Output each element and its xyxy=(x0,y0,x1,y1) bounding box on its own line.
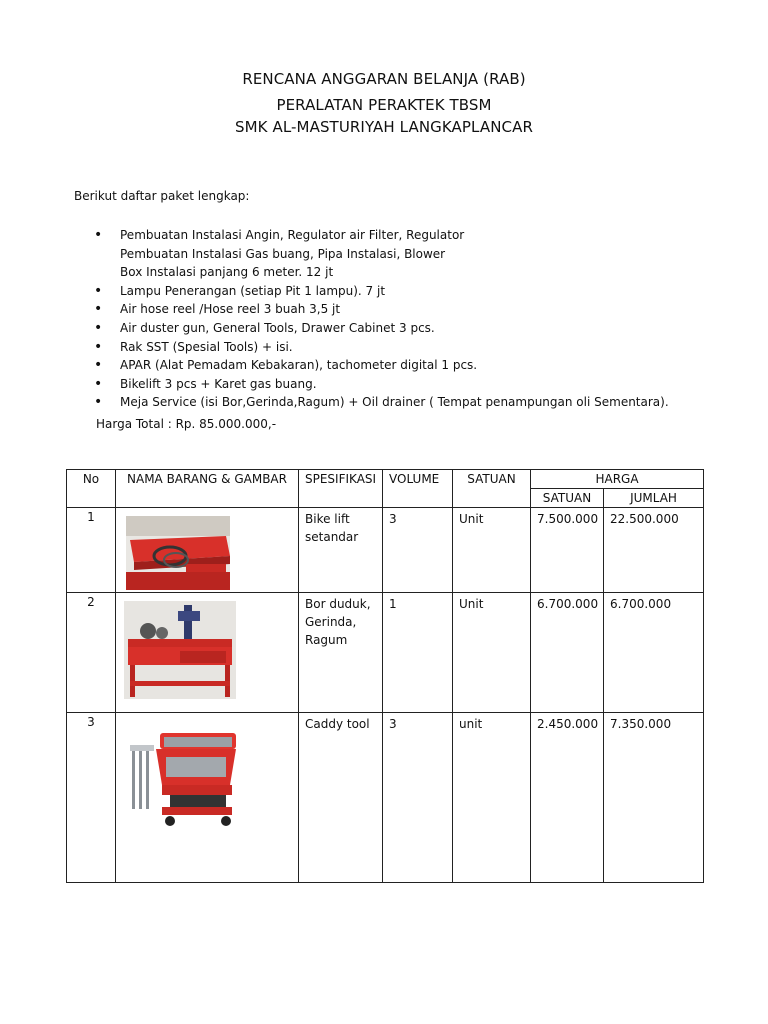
table-row xyxy=(67,713,704,883)
header-no: No xyxy=(67,470,116,508)
caddy-tool-image xyxy=(126,723,244,833)
row-satuan: Unit xyxy=(453,593,531,713)
row-no: 2 xyxy=(67,593,116,713)
list-item: • Pembuatan Instalasi Angin, Regulator air Filter, Regulator Pembuatan Instalasi Gas buang, Pipa Instalasi, Blower Box Instalasi panjang 6 meter. 12 jt xyxy=(94,226,714,282)
item-image-cell xyxy=(116,713,299,883)
header-nama: NAMA BARANG & GAMBAR xyxy=(116,470,299,508)
row-satuan: unit xyxy=(453,713,531,883)
item-image-cell xyxy=(116,593,299,713)
row-volume: 1 xyxy=(383,593,453,713)
row-jumlah: 7.350.000 xyxy=(604,713,704,883)
intro-text: Berikut daftar paket lengkap: xyxy=(74,189,250,203)
workbench-image xyxy=(124,601,236,699)
row-no: 3 xyxy=(67,713,116,883)
item-image-cell xyxy=(116,508,299,593)
list-item: • Lampu Penerangan (setiap Pit 1 lampu). 7 jt xyxy=(94,282,714,301)
header-harga-satuan: SATUAN xyxy=(531,489,604,508)
table-row xyxy=(67,508,704,593)
list-item: • Bikelift 3 pcs + Karet gas buang. xyxy=(94,375,714,394)
document-title: RENCANA ANGGARAN BELANJA (RAB) xyxy=(242,70,526,88)
bike-lift-image xyxy=(126,516,230,590)
row-harga-satuan: 2.450.000 xyxy=(531,713,604,883)
row-jumlah: 6.700.000 xyxy=(604,593,704,713)
budget-table xyxy=(66,469,704,883)
list-item: • Rak SST (Spesial Tools) + isi. xyxy=(94,338,714,357)
table-header-row xyxy=(67,470,704,489)
row-spesifikasi: Caddy tool xyxy=(299,713,383,883)
price-total: Harga Total : Rp. 85.000.000,- xyxy=(96,417,277,431)
row-volume: 3 xyxy=(383,508,453,593)
row-no: 1 xyxy=(67,508,116,593)
table-row xyxy=(67,593,704,713)
header-harga-jumlah: JUMLAH xyxy=(604,489,704,508)
list-item: • Meja Service (isi Bor,Gerinda,Ragum) + Oil drainer ( Tempat penampungan oli Sementara). xyxy=(94,393,714,412)
package-list xyxy=(94,226,714,412)
list-item: • APAR (Alat Pemadam Kebakaran), tachometer digital 1 pcs. xyxy=(94,356,714,375)
row-harga-satuan: 6.700.000 xyxy=(531,593,604,713)
row-harga-satuan: 7.500.000 xyxy=(531,508,604,593)
header-harga: HARGA xyxy=(531,470,704,489)
list-item: • Air hose reel /Hose reel 3 buah 3,5 jt xyxy=(94,300,714,319)
list-item: • Air duster gun, General Tools, Drawer Cabinet 3 pcs. xyxy=(94,319,714,338)
header-satuan: SATUAN xyxy=(453,470,531,508)
school-name: SMK AL-MASTURIYAH LANGKAPLANCAR xyxy=(235,118,533,136)
row-spesifikasi: Bike lift setandar xyxy=(299,508,383,593)
row-volume: 3 xyxy=(383,713,453,883)
document-subtitle: PERALATAN PERAKTEK TBSM xyxy=(276,96,492,114)
header-volume: VOLUME xyxy=(383,470,453,508)
header-spesifikasi: SPESIFIKASI xyxy=(299,470,383,508)
row-jumlah: 22.500.000 xyxy=(604,508,704,593)
row-satuan: Unit xyxy=(453,508,531,593)
row-spesifikasi: Bor duduk, Gerinda, Ragum xyxy=(299,593,383,713)
